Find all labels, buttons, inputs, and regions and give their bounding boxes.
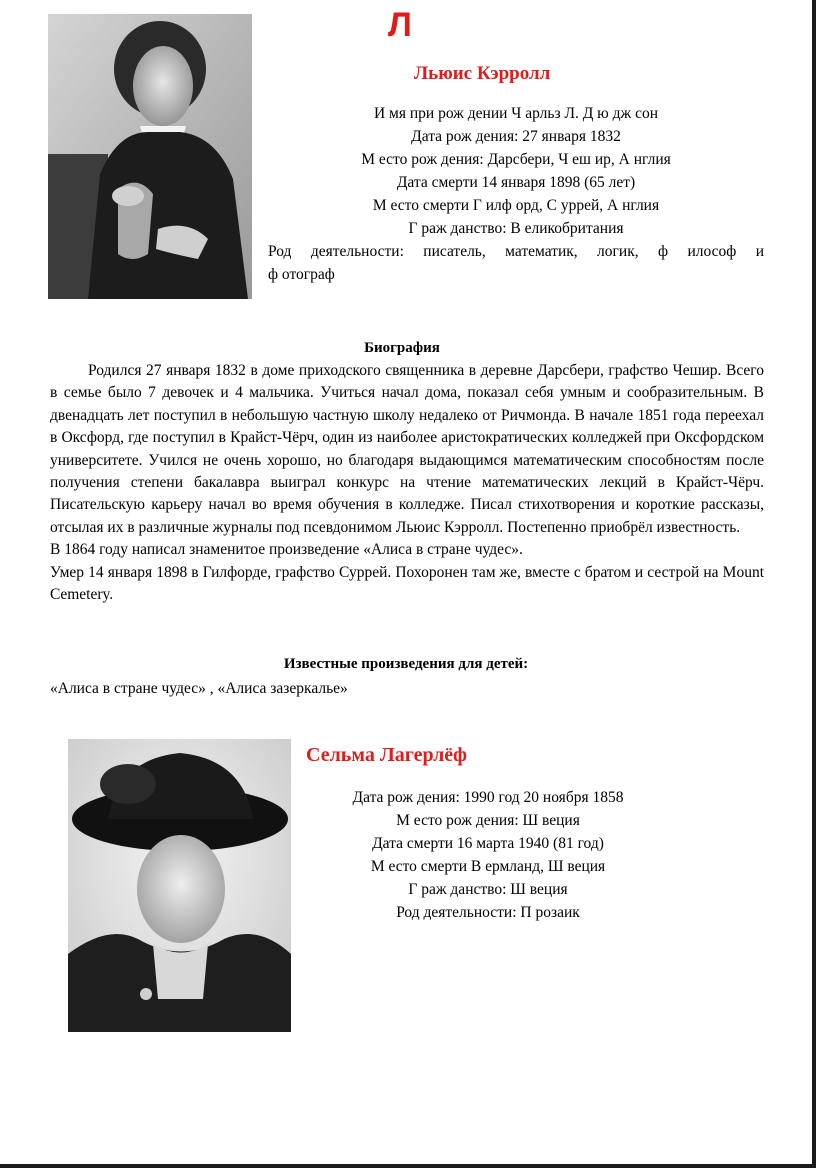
carroll-birth-place: М есто рож дения: Дарсбери, Ч еш ир, А нглия [361, 151, 671, 168]
carroll-photo [48, 14, 252, 299]
carroll-birth-date: Дата рож дения: 27 января 1832 [411, 128, 621, 145]
biography-paragraph: Родился 27 января 1832 в доме приходского священника в деревне Дарсбери, графство Чешир. Всего в семье было 7 девочек и 4 мальчика. Учиться начал дома, показал себя умным и сообразительным. В двенадцать лет поступил в небольшую частную школу недалеко от Ричмонда. В начале 1851 года переехал в Оксфорд, где поступил в Крайст-Чёрч, один из наиболее аристократических колледжей при Оксфордском университете. Учился не очень хорошо, но благодаря выдающимся математическим способностям после получения степени бакалавра выиграл конкурс на чтение математических лекций в Крайст-Чёрч. Писательскую карьеру начал во время обучения в колледже. Писал стихотворения и короткие рассказы, отсылая их в различные журналы под псевдонимом Льюис Кэрролл. Постепенно приобрёл известность. [50, 362, 764, 536]
carroll-death-place: М есто смерти Г илф орд, С уррей, А нглия [372, 197, 660, 214]
carroll-death-date: Дата смерти 14 января 1898 (65 лет) [396, 174, 636, 191]
carroll-occupation-cont: ф отограф [268, 266, 335, 283]
lagerlof-birth-date: Дата рож дения: 1990 год 20 ноября 1858 [352, 789, 624, 806]
works-heading: Известные произведения для детей: [283, 656, 529, 672]
biography-heading: Биография [364, 340, 440, 356]
lagerlof-death-date: Дата смерти 16 марта 1940 (81 год) [372, 835, 604, 852]
lagerlof-occupation: Род деятельности: П розаик [396, 904, 580, 921]
biography-text [50, 360, 764, 606]
biography-paragraph: Умер 14 января 1898 в Гилфорде, графство Суррей. Похоронен там же, вместе с братом и сестрой на Mount Cemetery. [50, 563, 764, 604]
lagerlof-info-block [300, 786, 676, 924]
carroll-occupation: Род деятельности: писатель, математик, логик, ф илософ и [268, 243, 764, 260]
carroll-info-block [268, 102, 764, 286]
carroll-citizenship: Г раж данство: В еликобритания [408, 220, 624, 237]
carroll-name: Льюис Кэрролл [414, 63, 551, 84]
lagerlof-name: Сельма Лагерлёф [306, 744, 468, 766]
lagerlof-death-place: М есто смерти В ермланд, Ш веция [370, 858, 606, 875]
biography-paragraph: В 1864 году написал знаменитое произведение «Алиса в стране чудес». [50, 541, 523, 559]
works-list: «Алиса в стране чудес» , «Алиса зазеркалье» [50, 680, 348, 697]
lagerlof-birth-place: М есто рож дения: Ш веция [396, 812, 580, 829]
carroll-portrait-image [48, 14, 252, 299]
section-letter: Л [388, 6, 412, 44]
carroll-birth-name: И мя при рож дении Ч арльз Л. Д ю дж сон [373, 105, 659, 122]
lagerlof-citizenship: Г раж данство: Ш веция [408, 881, 568, 898]
lagerlof-portrait-image [68, 739, 291, 1032]
lagerlof-photo [68, 739, 291, 1032]
